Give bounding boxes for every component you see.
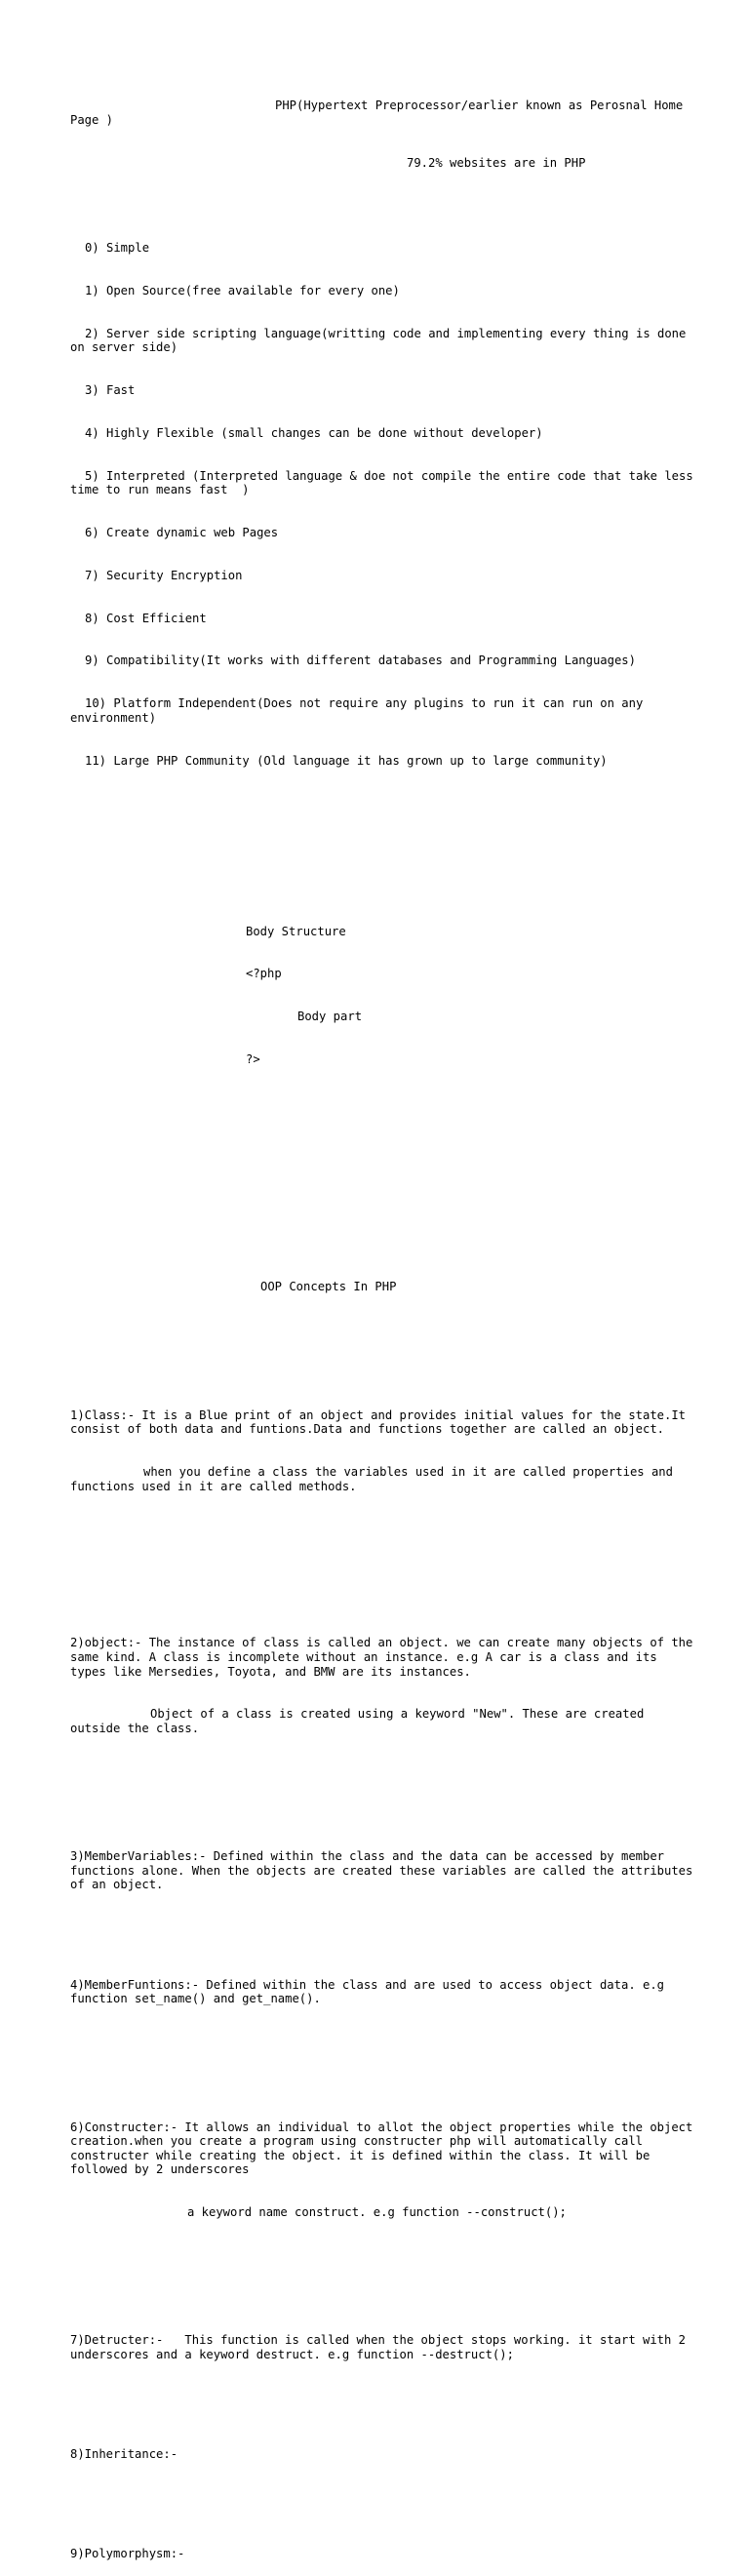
feature-item: 2) Server side scripting language(writting code and implementing every thing is done on server side) <box>70 326 693 355</box>
feature-item: 10) Platform Independent(Does not require any plugins to run it can run on any environment) <box>70 696 650 725</box>
body-part: Body part <box>297 1010 363 1024</box>
spacer <box>70 2035 694 2049</box>
spacer <box>70 1551 694 1565</box>
php-open-tag: <?php <box>246 967 282 981</box>
feature-item: 5) Interpreted (Interpreted language & doe not compile the entire code that take less time to run means fast ) <box>70 468 701 497</box>
feature-item: 6) Create dynamic web Pages <box>85 526 279 539</box>
concept-polymorphism: 9)Polymorphysm:- <box>70 2547 185 2561</box>
spacer <box>70 1323 694 1337</box>
concept-paragraph: 6)Constructer:- It allows an individual to allot the object properties while the object creation.when you create a program using constructer php will automatically call constructer while creating the object. it is defined within the class. It will be followed by 2 underscores <box>70 2120 700 2177</box>
feature-item: 9) Compatibility(It works with different databases and Programming Languages) <box>85 654 636 668</box>
concept-inheritance: 8)Inheritance:- <box>70 2447 178 2462</box>
concept-member-variables: 3)MemberVariables:- Defined within the class and the data can be accessed by member functions alone. When the objects are created these variables are called the attributes of an object. <box>70 1849 700 1892</box>
document-page <box>70 70 701 2576</box>
concept-constructor <box>70 2091 700 2248</box>
body-structure <box>70 895 694 1094</box>
usage-stat: 79.2% websites are in PHP <box>407 155 586 170</box>
spacer <box>70 2391 694 2405</box>
concept-class <box>70 1380 694 1523</box>
feature-item: 11) Large PHP Community (Old language it has grown up to large community) <box>85 753 608 768</box>
spacer <box>70 2277 694 2291</box>
concept-paragraph: a keyword name construct. e.g function --construct(); <box>187 2205 567 2220</box>
feature-item: 3) Fast <box>85 383 136 398</box>
spacer <box>70 1180 694 1195</box>
spacer <box>70 1921 694 1935</box>
spacer <box>70 1223 694 1238</box>
feature-item: 4) Highly Flexible (small changes can be done without developer) <box>85 425 543 440</box>
concept-paragraph: 1)Class:- It is a Blue print of an object and provides initial values for the state.It consist of both data and funtions.Data and functions together are called an object. <box>70 1407 693 1437</box>
feature-item: 0) Simple <box>85 241 150 256</box>
body-structure-title: Body Structure <box>246 924 346 938</box>
php-close-tag: ?> <box>246 1051 260 1066</box>
feature-item: 8) Cost Efficient <box>85 611 207 625</box>
concept-paragraph: 2)object:- The instance of class is called an object. we can create many objects of the same kind. A class is incomplete without an instance. e.g A car is a class and its types like Mersedies, Toyota, and BMW are its instances. <box>70 1636 700 1679</box>
concept-member-functions: 4)MemberFuntions:- Defined within the class and are used to access object data. e.g function set_name() and get_name(). <box>70 1977 672 2006</box>
spacer <box>70 839 694 853</box>
feature-item: 7) Security Encryption <box>85 568 243 582</box>
concept-paragraph: Object of a class is created using a keyword "New". These are created outside the class. <box>70 1707 651 1735</box>
feature-item: 1) Open Source(free available for every one) <box>85 283 400 297</box>
concept-object <box>70 1607 700 1764</box>
oop-heading: OOP Concepts In PHP <box>260 1280 397 1294</box>
document-title: PHP(Hypertext Preprocessor/earlier known as Perosnal Home Page ) <box>70 99 690 127</box>
spacer <box>70 1138 694 1153</box>
spacer <box>70 1793 694 1807</box>
concept-paragraph: when you define a class the variables used in it are called properties and functions used in it are called methods. <box>70 1465 681 1493</box>
spacer <box>70 2490 694 2505</box>
feature-list <box>70 213 701 796</box>
concept-destructor: 7)Detructer:- This function is called when the object stops working. it start with 2 underscores and a keyword destruct. e.g function --destruct(); <box>70 2333 693 2361</box>
